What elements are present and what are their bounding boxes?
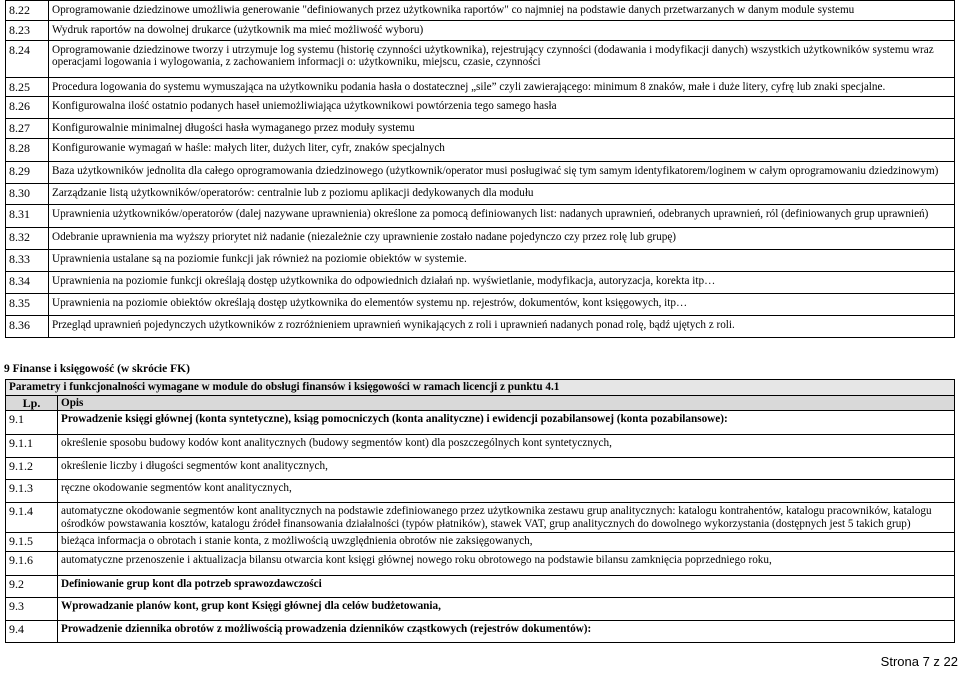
table-row [6,621,955,643]
table-row [6,250,955,272]
column-header-opis: Opis [58,395,955,411]
table-row [6,119,955,139]
row-number: 8.24 [6,40,49,77]
row-number: 8.28 [6,139,49,162]
row-number: 8.33 [6,250,49,272]
row-number: 8.23 [6,20,49,40]
row-number: 8.32 [6,228,49,250]
row-description: Wprowadzanie planów kont, grup kont Księgi głównej dla celów budżetowania, [58,598,955,621]
row-number: 8.34 [6,272,49,294]
row-description: automatyczne przenoszenie i aktualizacja bilansu otwarcia kont księgi głównej nowego roku obrotowego na podstawie bilansu zamknięcia poprzedniego roku, [58,552,955,576]
row-number: 8.22 [6,1,49,21]
row-number: 9.1.1 [6,435,58,458]
table-row [6,598,955,621]
table-row [6,411,955,435]
column-header-row [6,395,955,411]
table-row [6,458,955,480]
row-number: 8.26 [6,97,49,119]
row-description: Prowadzenie dziennika obrotów z możliwością prowadzenia dzienników cząstkowych (rejestrów dokumentów): [58,621,955,643]
table-row [6,139,955,162]
row-description: ręczne okodowanie segmentów kont analitycznych, [58,480,955,503]
table-row [6,20,955,40]
row-description: Konfigurowalnie minimalnej długości hasła wymaganego przez moduły systemu [49,119,955,139]
row-number: 8.31 [6,205,49,228]
table-row [6,435,955,458]
row-number: 9.1.3 [6,480,58,503]
table-row [6,552,955,576]
table-row [6,228,955,250]
row-number: 9.1 [6,411,58,435]
row-description: Uprawnienia na poziomie funkcji określają dostęp użytkownika do odpowiednich działań np. wyświetlanie, modyfikacja, autoryzacja, korekta itp… [49,272,955,294]
row-description: Uprawnienia na poziomie obiektów określają dostęp użytkownika do elementów systemu np. rejestrów, dokumentów, kont księgowych, itp… [49,294,955,316]
row-description: Konfigurowalna ilość ostatnio podanych haseł uniemożliwiająca użytkownikowi powtórzenia tego samego hasła [49,97,955,119]
row-description: Oprogramowanie dziedzinowe tworzy i utrzymuje log systemu (historię czynności użytkownika), rejestrujący czynności (dodawania i modyfikacji danych) wszystkich użytkowników systemu wraz operacjami logowania i wylogowania, z zachowaniem informacji o: użytkowniku, miejscu, czasie, czynności [49,40,955,77]
table-row [6,294,955,316]
table-row [6,77,955,97]
section-title: 9 Finanse i księgowość (w skrócie FK) [4,363,190,375]
row-description: Uprawnienia ustalane są na poziomie funkcji jak również na poziomie obiektów w systemie. [49,250,955,272]
row-description: Prowadzenie księgi głównej (konta syntetyczne), ksiąg pomocniczych (konta analityczne) i ewidencji pozabilansowej (konta pozabilansowe): [58,411,955,435]
finance-requirements-table-body [6,380,955,643]
finance-requirements-table [5,379,955,643]
table-row [6,162,955,184]
column-header-lp: Lp. [6,395,58,411]
row-description: Definiowanie grup kont dla potrzeb sprawozdawczości [58,576,955,598]
row-number: 9.1.4 [6,503,58,533]
row-description: Zarządzanie listą użytkowników/operatorów: centralnie lub z poziomu aplikacji dedykowanych dla modułu [49,184,955,205]
row-number: 8.30 [6,184,49,205]
table-row [6,533,955,552]
table-row [6,316,955,338]
row-number: 8.29 [6,162,49,184]
row-description: określenie sposobu budowy kodów kont analitycznych (budowy segmentów kont) dla poszczególnych kont syntetycznych, [58,435,955,458]
table-header-row [6,380,955,396]
row-description: Przegląd uprawnień pojedynczych użytkowników z rozróżnieniem uprawnień wynikających z roli i uprawnień nadanych ponad rolę, bądź ujętych z roli. [49,316,955,338]
row-description: określenie liczby i długości segmentów kont analitycznych, [58,458,955,480]
row-description: Procedura logowania do systemu wymuszająca na użytkowniku podania hasła o dostatecznej „sile” czyli zawierającego: minimum 8 znaków, małe i duże litery, cyfrę lub znaki specjalne. [49,77,955,97]
requirements-table-8-body [6,1,955,338]
table-row [6,184,955,205]
row-description: Uprawnienia użytkowników/operatorów (dalej nazywane uprawnienia) określone za pomocą definiowanych list: nadanych uprawnień, odebranych uprawnień, ról (definiowanych grup uprawnień) [49,205,955,228]
row-description: automatyczne okodowanie segmentów kont analitycznych na podstawie zdefiniowanego przez użytkownika zestawu grup analitycznych: katalogu kontrahentów, katalogu pracowników, katalogu ośrodków powstawania kosztów, katalogu źródeł finansowania działalności (typów płatników), stawek VAT, grup analitycznych do dowolnego wykorzystania (dostępnych jest 5 takich grup) [58,503,955,533]
row-number: 9.1.6 [6,552,58,576]
row-number: 8.35 [6,294,49,316]
row-number: 8.36 [6,316,49,338]
table-row [6,1,955,21]
row-description: Baza użytkowników jednolita dla całego oprogramowania dziedzinowego (użytkownik/operator musi posługiwać się tym samym identyfikatorem/loginem w całym oprogramowaniu dziedzinowym) [49,162,955,184]
page-number: Strona 7 z 22 [880,654,958,669]
row-number: 9.2 [6,576,58,598]
row-description: bieżąca informacja o obrotach i stanie konta, z możliwością uwzględnienia obrotów nie zaksięgowanych, [58,533,955,552]
table-row [6,272,955,294]
row-description: Wydruk raportów na dowolnej drukarce (użytkownik ma mieć możliwość wyboru) [49,20,955,40]
table-row [6,205,955,228]
table-row [6,40,955,77]
row-description: Odebranie uprawnienia ma wyższy priorytet niż nadanie (niezależnie czy uprawnienie zostało nadane pojedynczo czy przez rolę lub grupę) [49,228,955,250]
row-number: 9.1.5 [6,533,58,552]
row-number: 8.27 [6,119,49,139]
table-row [6,576,955,598]
table-row [6,480,955,503]
row-number: 9.3 [6,598,58,621]
row-description: Konfigurowanie wymagań w haśle: małych liter, dużych liter, cyfr, znaków specjalnych [49,139,955,162]
table-row [6,503,955,533]
row-number: 9.1.2 [6,458,58,480]
row-number: 8.25 [6,77,49,97]
row-description: Oprogramowanie dziedzinowe umożliwia generowanie "definiowanych przez użytkownika raportów" co najmniej na podstawie danych przetwarzanych w danym module systemu [49,1,955,21]
row-number: 9.4 [6,621,58,643]
table-row [6,97,955,119]
requirements-table-8 [5,0,955,338]
table-header-caption: Parametry i funkcjonalności wymagane w module do obsługi finansów i księgowości w ramach licencji z punktu 4.1 [6,380,955,396]
